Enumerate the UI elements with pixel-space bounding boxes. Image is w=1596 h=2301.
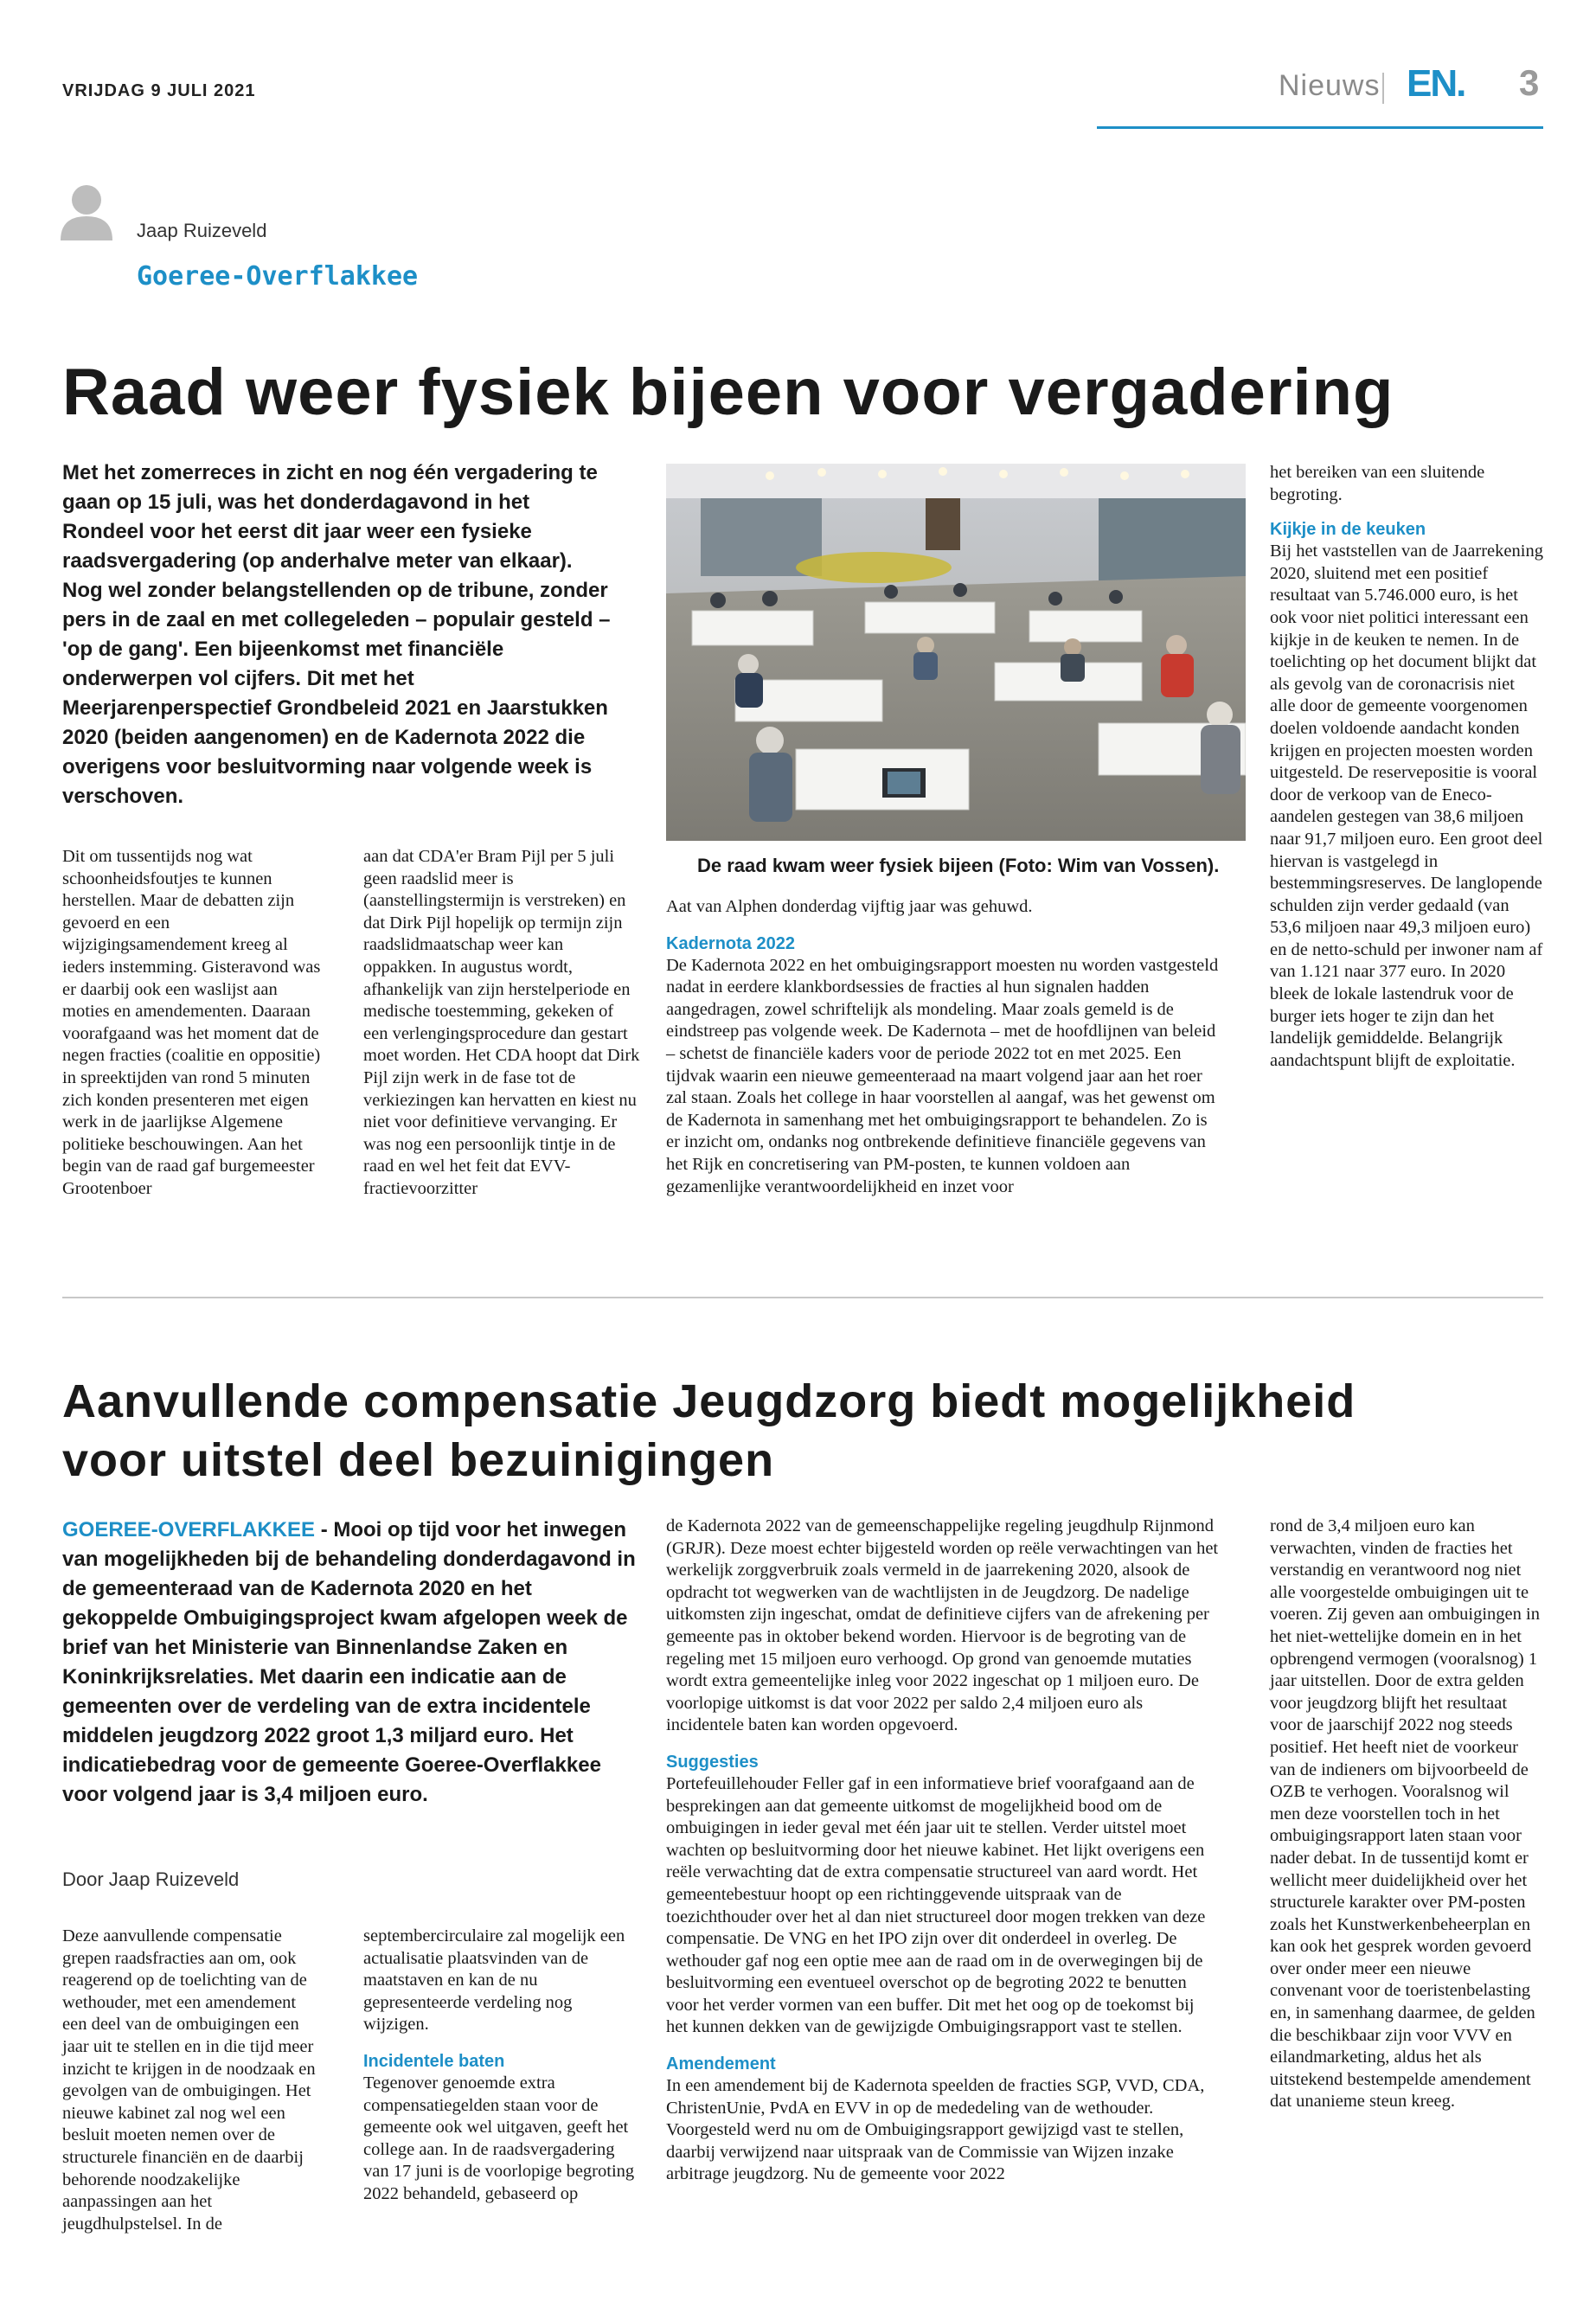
article1-headline: Raad weer fysiek bijeen voor vergadering <box>62 356 1394 429</box>
article-divider <box>62 1297 1543 1298</box>
article1-region: Goeree-Overflakkee <box>137 261 419 292</box>
article2-lead <box>62 1516 651 1810</box>
article2-column-3-body1: Portefeuillehouder Feller gaf in een informatieve brief voorafgaand aan de besprekingen aan dat gemeente uitkomst de mogelijkheid bood om de ombuigingen in ieder geval met één jaar uit te stellen. Verder uitstel moet wachten op besluitvorming door het nieuwe kabinet. Het lijkt overigens een reële verwachting dat de extra compensatie structureel van aard wordt. Het gemeentebestuur hoopt op een richtinggevende uitspraak van de toezichthouder over het al dan niet structureel door mogen trekken van deze compensatie. De VNG en het IPO zijn over dit onderdeel in overleg. De wethouder gaf nog een optie mee aan de raad om in de overwegingen bij de besluitvorming een eventueel overschot op de begroting 2022 te benutten voor het verder vormen van een buffer. Dit met het oog op de toekomst bij het kunnen dekken van de gewijzigde Ombuigingsrapport vast te stellen. <box>666 1773 1206 2037</box>
article2-subhead-suggesties: Suggesties <box>666 1752 759 1772</box>
article1-column-3-intro: Aat van Alphen donderdag vijftig jaar was gehuwd. <box>666 897 1033 916</box>
issue-date: VRIJDAG 9 JULI 2021 <box>62 81 256 100</box>
article1-column-3 <box>666 896 1220 1198</box>
article1-lead: Met het zomerreces in zicht en nog één vergadering te gaan op 15 juli, was het donderdagavond in het Rondeel voor het eerst dit jaar weer een fysieke raadsvergadering (op anderhalve meter van elkaar). Nog wel zonder belangstellenden op de tribune, zonder pers in de zaal en met collegeleden – populair gesteld – 'op de gang'. Een bijeenkomst met financiële onderwerpen vol cijfers. Dit met het Meerjarenperspectief Grondbeleid 2021 en Jaarstukken 2020 (beiden aangenomen) en de Kadernota 2022 die overigens voor besluitvorming naar volgende week is verschoven. <box>62 461 611 808</box>
article1-subhead-kadernota: Kadernota 2022 <box>666 933 795 953</box>
section-label: Nieuws <box>1279 69 1381 102</box>
article1-column-3-body: De Kadernota 2022 en het ombuigingsrapport moesten nu worden vastgesteld nadat in eerdere klankbordsessies de fracties al hun signalen hadden aangedragen, zowel schriftelijk als mondeling. Maar zoals gemeld is de eindstreep pas volgende week. De Kadernota – met de hoofdlijnen van beleid – schetst de financiële kaders voor de periode 2022 tot en met 2025. Een tijdvak waarin een nieuwe gemeenteraad na maart volgend jaar aan het roer zal staan. Zoals het college in haar voorstellen al aangaf, was het gewenst om de Kadernota in samenhang met het ombuigingsrapport te behandelen. Zo is er inzicht om, ondanks nog ontbrekende definitieve financiële gegevens van het Rijk en concretisering van PM-posten, te kunnen voldoen aan gezamenlijke verantwoordelijkheid en inzet voor <box>666 955 1219 1196</box>
article1-column-2: aan dat CDA'er Bram Pijl per 5 juli geen raadslid meer is (aanstellingstermijn is verstreken) en dat Dirk Pijl hopelijk op termijn zijn raadslidmaatschap weer kan oppakken. In augustus wordt, afhankelijk van zijn herstelperiode en medische toestemming, gekeken of een verlengingsprocedure dan gestart moet worden. Het CDA hoopt dat Dirk Pijl zijn werk in de fase tot de verkiezingen kan hervatten en kiest nu niet voor definitieve vervanging. Er was nog een persoonlijk tintje in de raad en wel het feit dat EVV-fractievoorzitter <box>363 847 640 1198</box>
article2-column-4: rond de 3,4 miljoen euro kan verwachten, vinden de fracties het verstandig en verantwoord nog niet alle voorgestelde ombuigingen uit te voeren. Zij geven aan ombuigingen in het niet-wettelijke domein en in het opbrengend vermogen (vooralsnog) 1 jaar uitstellen. Door de extra gelden voor jeugdzorg blijft het resultaat voor de jaarschijf 2022 nog steeds positief. Het heeft niet de voorkeur van de indieners om bijvoorbeeld de OZB te verhogen. Vooralsnog wil men deze voorstellen toch in het ombuigingsrapport laten staan voor nader debat. In de tussentijd komt er wellicht meer duidelijkheid over het structurele karakter over PM-posten zoals het Kunstwerkenbeheerplan en kan ook het gesprek worden gevoerd over onder meer een nieuwe convenant voor de toeristenbelasting en, in samenhang daarmee, de gelden die beschikbaar zijn voor VVV en eilandmarketing, aldus het als uitstekend bestempelde amendement dat unanieme steun kreeg. <box>1270 1516 1540 2112</box>
article1-column-4-intro: het bereiken van een sluitende begroting. <box>1270 463 1485 504</box>
article2-column-1: Deze aanvullende compensatie grepen raadsfracties aan om, ook reagerend op de toelichting van de wethouder, met een amendement een deel van de ombuigingen een jaar uit te stellen en in die tijd meer inzicht te krijgen in de noodzaak en gevolgen van de ombuigingen. Het nieuwe kabinet zal nog wel een besluit moeten nemen over de structurele financiën en de daarbij behorende noodzakelijke aanpassingen aan het jeugdhulpstelsel. In de <box>62 1926 316 2234</box>
article2-column-2-intro: septembercirculaire zal mogelijk een actualisatie plaatsvinden van de maatstaven en kan de nu gepresenteerde verdeling nog wijzigen. <box>363 1926 625 2035</box>
article2-column-3-intro: de Kadernota 2022 van de gemeenschappelijke regeling jeugdhulp Rijnmond (GRJR). Deze moest echter bijgesteld worden op reële verwachtingen van het werkelijk zorggverbruik zoals vermeld in de jaarrekening 2020, alsook de opdracht tot wegwerken van de wachtlijsten in de Jeugdzorg. De nadelige uitkomsten zijn ingeschat, omdat de definitieve cijfers van de afrekening per gemeente pas in oktober bekend worden. Hiervoor is de begroting van de regeling met 15 miljoen euro verhoogd. Op grond van genoemde mutaties wordt extra gemeentelijke inleg voor 2022 ingeschat op 1 miljoen euro. De voorlopige uitkomst is dat voor 2022 per saldo 2,4 miljoen euro als incidentele baten kan worden opgevoerd. <box>666 1516 1219 1735</box>
header-separator <box>1382 73 1384 104</box>
article2-byline: Door Jaap Ruizeveld <box>62 1868 240 1890</box>
article2-column-2 <box>363 1926 640 2206</box>
page-number: 3 <box>1519 62 1540 103</box>
article2-lead-text: - Mooi op tijd voor het inwegen van mogelijkheden bij de behandeling donderdagavond in de gemeenteraad van de Kadernota 2020 en het gekoppelde Ombuigingsproject kwam afgelopen week de brief van het Ministerie van Binnenlandse Zaken en Koninkrijksrelaties. Met daarin een indicatie aan de gemeenten over de verdeling van de extra incidentele middelen jeugdzorg 2022 groot 1,3 miljard euro. Het indicatiebedrag voor de gemeente Goeree-Overflakkee voor volgend jaar is 3,4 miljoen euro. <box>62 1518 636 1806</box>
article1-author: Jaap Ruizeveld <box>137 220 267 241</box>
article2-subhead-amendement: Amendement <box>666 2054 776 2074</box>
article1-subhead-keuken: Kijkje in de keuken <box>1270 520 1426 540</box>
header-rule <box>1097 126 1543 129</box>
article2-lead-region: GOEREE-OVERFLAKKEE <box>62 1518 316 1541</box>
council-meeting-photo-illustration <box>666 464 1246 841</box>
article1-column-4 <box>1270 462 1543 1072</box>
article1-column-1: Dit om tussentijds nog wat schoonheidsfoutjes te kunnen herstellen. Maar de debatten zijn gevoerd en een wijzigingsamendement kreeg al ieders instemming. Gisteravond was er daarbij ook een waslijst aan moties en amendementen. Daaraan voorafgaand was het moment dat de negen fracties (coalitie en oppositie) in spreektijden van rond 5 minuten zich konden presenteren met eigen werk in de jaarlijkse Algemene politieke beschouwingen. Aan het begin van de raad gaf burgemeester Grootenboer <box>62 847 321 1198</box>
article1-column-4-body: Bij het vaststellen van de Jaarrekening 2020, sluitend met een positief resultaat van 5.746.000 euro, is het ook voor niet politici interessant een kijkje in de keuken te nemen. In de toelichting op het document blijkt dat als gevolg van de coronacrisis niet alle door de gemeente voorgenomen doelen voldoende aandacht konden krijgen en projecten moesten worden uitgesteld. De reservepositie is vooral door de verkoop van de Eneco-aandelen gestegen van 38,6 miljoen naar 91,7 miljoen euro. Een groot deel hiervan is vastgelegd in bestemmingsreserves. De langlopende schulden zijn verder gedaald (van 53,6 miljoen naar 49,3 miljoen euro) en de netto-schuld per inwoner nam af van 1.121 naar 377 euro. In 2020 bleek de lokale lastendruk voor de burger iets hoger te zijn dan het landelijk gemiddelde. Belangrijk aandachtspunt blijft de exploitatie. <box>1270 542 1543 1070</box>
article2-headline: Aanvullende compensatie Jeugdzorg biedt mogelijkheid voor uitstel deel bezuinigingen <box>62 1375 1356 1486</box>
article2-subhead-baten: Incidentele baten <box>363 2051 505 2071</box>
publication-logo: EN. <box>1407 62 1465 105</box>
article2-column-2-body: Tegenover genoemde extra compensatiegelden staan voor de gemeente ook wel uitgaven, geeft het college aan. In de raadsvergadering van 17 juni is de voorlopige begroting 2022 behandeld, gebaseerd op <box>363 2073 635 2203</box>
article2-column-3-body2: In een amendement bij de Kadernota speelden de fracties SGP, VVD, CDA, ChristenUnie, PvdA en EVV in op de mededeling van de wethouder. Voorgesteld werd nu om de Ombuigingsrapport gewijzigd vast te stellen, daarbij verwijzend naar uitspraak van de Commissie van Wijzen inzake arbitrage jeugdzorg. Nu de gemeente voor 2022 <box>666 2076 1205 2184</box>
article2-column-3 <box>666 1516 1220 2186</box>
council-meeting-photo <box>666 464 1246 841</box>
photo-caption: De raad kwam weer fysiek bijeen (Foto: Wim van Vossen). <box>697 855 1220 876</box>
author-avatar-icon <box>61 183 112 240</box>
